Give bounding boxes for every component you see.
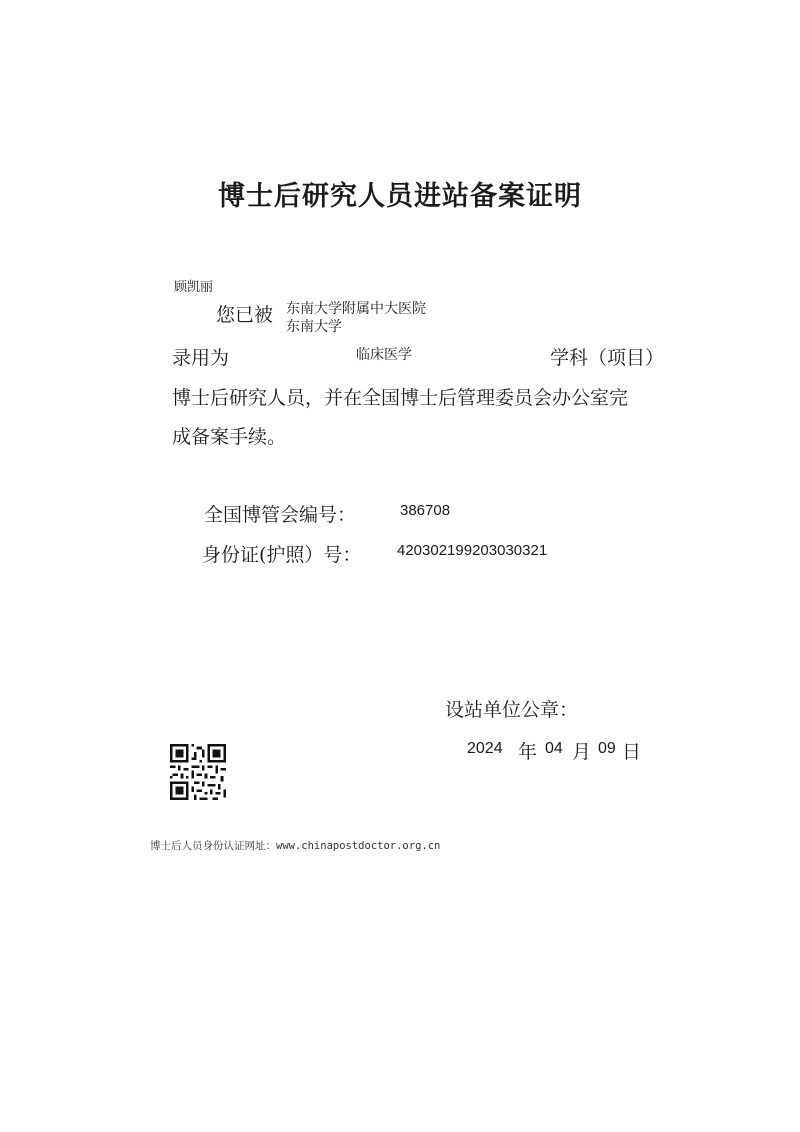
registration-number: 386708 <box>400 502 451 519</box>
date-month-unit: 月 <box>572 741 592 763</box>
discipline-value: 临床医学 <box>356 346 412 362</box>
page-title: 博士后研究人员进站备案证明 <box>218 181 582 212</box>
id-number: 420302199203030321 <box>397 542 548 559</box>
person-name: 顾凯丽 <box>174 279 214 294</box>
footer-verification-url: 博士后人员身份认证网址：www.chinapostdoctor.org.cn <box>150 840 441 852</box>
registration-label: 全国博管会编号： <box>204 504 357 526</box>
discipline-suffix: 学科（项目） <box>550 347 665 369</box>
unit-name-line2: 东南大学 <box>286 318 342 334</box>
id-label: 身份证(护照）号： <box>202 544 362 566</box>
date-month: 04 <box>545 740 563 757</box>
date-day-unit: 日 <box>622 741 642 763</box>
paragraph-line2: 成备案手续。 <box>172 426 287 448</box>
unit-name-line1: 东南大学附属中大医院 <box>286 300 426 316</box>
date-day: 09 <box>598 740 616 757</box>
date-year-unit: 年 <box>518 741 538 763</box>
paragraph-line1: 博士后研究人员，并在全国博士后管理委员会办公室完 <box>172 387 629 409</box>
seal-label: 设站单位公章： <box>445 699 579 721</box>
date-year: 2024 <box>467 740 503 757</box>
employed-as-label: 录用为 <box>172 347 230 369</box>
you-were-label: 您已被 <box>216 304 274 326</box>
qr-code-icon <box>170 744 226 800</box>
